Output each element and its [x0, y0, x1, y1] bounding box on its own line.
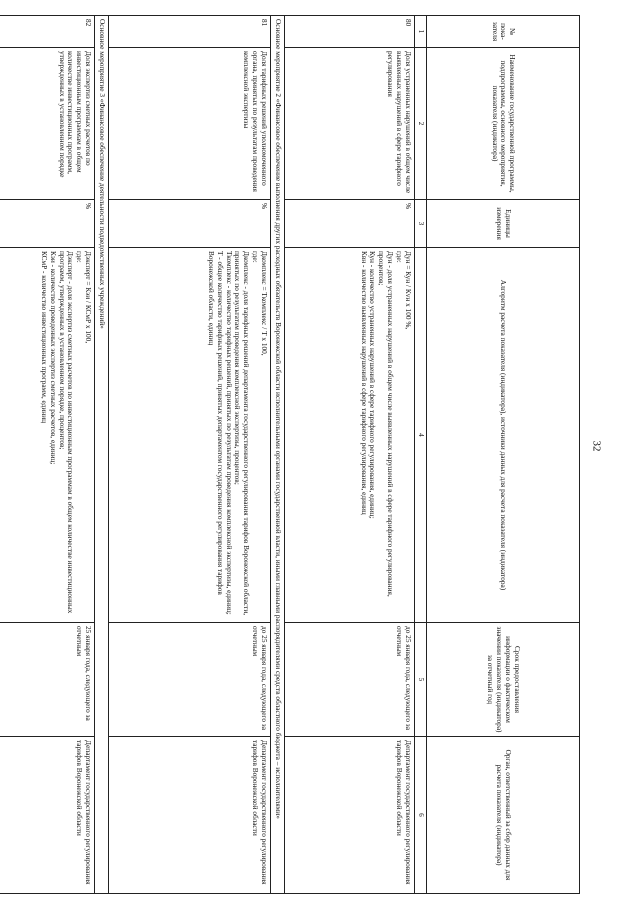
indicator-algorithm [285, 248, 415, 623]
col-number: 5 [415, 623, 427, 737]
table-header-row [427, 16, 580, 894]
indicator-algorithm [109, 248, 271, 623]
row-number: 80 [285, 16, 415, 48]
report-term: до 25 января года, следующего за отчетным [285, 623, 415, 737]
col-number: 6 [415, 737, 427, 894]
indicator-algorithm [0, 248, 95, 623]
algorithm-line: Дун - доля устраненных нарушений в общем числе выявленных нарушений в сфере тарифного регулирования, процентов; [377, 251, 396, 597]
algorithm-line: Т - общее количество тарифных решений, принятых департаментом государственного регулирования тарифов Воронежской области, единиц [206, 251, 225, 595]
col-number: 1 [415, 16, 427, 48]
indicator-unit: % [109, 200, 271, 248]
algorithm-line: Кун - количество устраненных нарушений в сфере тарифного регулирования, единиц; [368, 251, 378, 519]
responsible-organ: Департамент государственного регулирования тарифов Воронежской области [0, 737, 95, 894]
algorithm-line: Квн - количество выявленных нарушений в сфере тарифного регулирования, единиц [359, 251, 369, 515]
table-row [285, 16, 415, 894]
report-term: 25 января года, следующего за отчетным [0, 623, 95, 737]
header-col-name: Наименование государственной программы, подпрограммы, основного мероприятия, показателя (индикатора) [427, 48, 580, 200]
indicator-unit: % [0, 200, 95, 248]
page-number: 32 [590, 440, 603, 452]
indicator-table [0, 15, 580, 894]
indicator-name: Доля экспертиз сметных расчетов по инвестиционным программам в общем количестве инвестиционных программ, утвержденных в установленном порядке [0, 48, 95, 200]
algorithm-line: Дкомплекс = Ткомплекс / Т х 100, [260, 251, 270, 356]
report-term: до 25 января года, следующего за отчетным [109, 623, 271, 737]
indicator-name: Доля устраненных нарушений в общем числе выявленных нарушений в сфере тарифного регулирования [285, 48, 415, 200]
col-number: 2 [415, 48, 427, 200]
col-number: 3 [415, 200, 427, 248]
algorithm-line: где: [395, 251, 405, 263]
col-number: 4 [415, 248, 427, 623]
algorithm-line: КСмР - количество инвестиционных программ, единиц [39, 251, 49, 424]
algorithm-line: Ткомплекс - количество тарифных решений, принятых по результатам проведения комплексной экспертизы, единиц; [224, 251, 234, 615]
section-row [95, 16, 109, 894]
header-col-number: № пока-зателя [427, 16, 580, 48]
section-title: Основное мероприятие 3 «Финансовое обеспечение деятельности подведомственных учреждений» [95, 16, 109, 894]
header-col-algorithm: Алгоритм расчета показателя (индикатора), источники данных для расчета показателя (индикатора) [427, 248, 580, 623]
indicator-unit: % [285, 200, 415, 248]
responsible-organ: Департамент государственного регулирования тарифов Воронежской области [109, 737, 271, 894]
table-row [109, 16, 271, 894]
table-row [0, 16, 95, 894]
section-row [271, 16, 285, 894]
header-col-term: Срок предоставления информации о фактическом значении показателя (индикатора) за отчетный год [427, 623, 580, 737]
section-title: Основное мероприятие 2 «Финансовое обеспечение выполнения других расходных обязательств Воронежской области исполнительными органами государственной власти, иными главными распорядителями средств областного бюджета – исполнителями» [271, 16, 285, 894]
row-number: 82 [0, 16, 95, 48]
algorithm-line: Дкомплекс - доля тарифных решений департамента государственного регулирования тарифов Воронежской области, принятых по результатам проведения комплексной экспертизы, процентов; [233, 251, 252, 616]
algorithm-line: Кэи - количество проведенных экспертиз сметных расчетов, единиц; [48, 251, 58, 465]
header-col-unit: Единицы измерения [427, 200, 580, 248]
algorithm-line: Дун = Кун / Кvн х 100 %, [404, 251, 413, 330]
algorithm-line: где: [251, 251, 261, 263]
algorithm-line: Дэксперт = Кэи / КСмР х 100, [84, 251, 94, 344]
indicator-name: Доля тарифных решений уполномоченного органа, принятых по результатам проведения комплексной экспертизы [109, 48, 271, 200]
header-col-organ: Орган, ответственный за сбор данных для расчета показателя (индикатора) [427, 737, 580, 894]
algorithm-line: Дэксперт - доля экспертиз сметных расчетов по инвестиционным программам в общем количестве инвестиционных программ, утвержденных в установленном порядке, процентов; [57, 251, 76, 614]
row-number: 81 [109, 16, 271, 48]
column-number-row [415, 16, 427, 894]
responsible-organ: Департамент государственного регулирования тарифов Воронежской области [285, 737, 415, 894]
algorithm-line: где: [75, 251, 85, 263]
